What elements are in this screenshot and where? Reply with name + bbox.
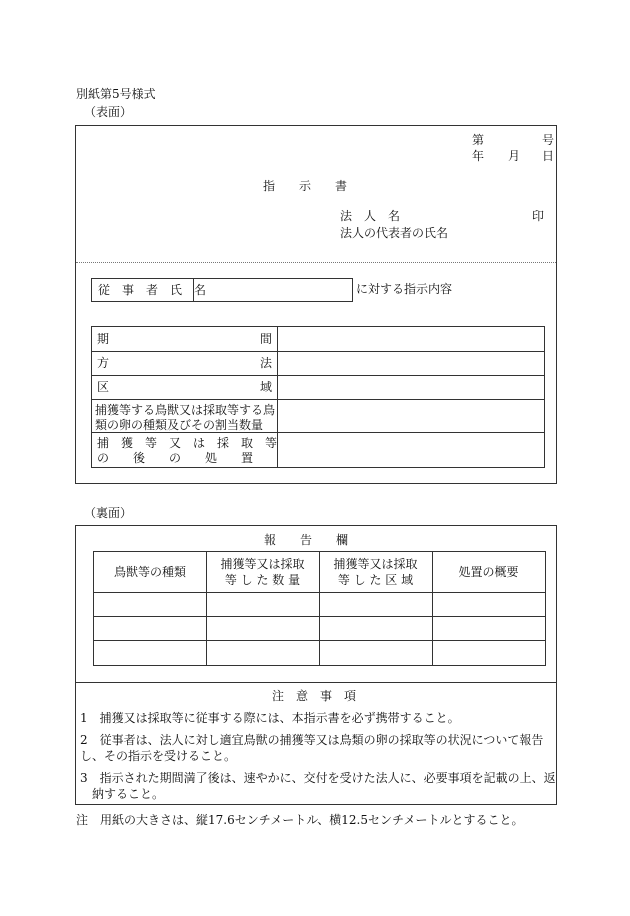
table-column-divider xyxy=(277,327,278,467)
row-divider xyxy=(92,351,544,352)
note-2-line1: 2 従事者は、法人に対し適宜鳥獣の捕獲等又は鳥類の卵の採取等の状況について報告 xyxy=(80,733,544,747)
worker-name-divider xyxy=(193,279,194,301)
instruction-table xyxy=(91,326,545,468)
notes-divider xyxy=(76,682,556,683)
method-label-right: 法 xyxy=(259,356,272,370)
header-area-line1: 捕獲等又は採取 xyxy=(333,557,418,571)
header-quantity-line1: 捕獲等又は採取 xyxy=(220,557,305,571)
back-side-label: （裏面） xyxy=(84,506,133,520)
period-label-left: 期 xyxy=(97,332,110,346)
date-year: 年 xyxy=(472,149,485,163)
instruction-suffix: に対する指示内容 xyxy=(356,282,453,296)
row-divider xyxy=(92,399,544,400)
front-form xyxy=(75,125,557,484)
period-label-right: 間 xyxy=(259,332,272,346)
disposal-label-line2: の 後 の 処 置 xyxy=(97,451,254,465)
row-divider xyxy=(92,432,544,433)
back-form xyxy=(75,525,557,805)
note-3-line2: 納すること。 xyxy=(92,787,165,801)
header-area-line2: 等 し た 区 域 xyxy=(337,573,414,587)
period-label xyxy=(97,333,272,345)
document-title: 指 示 書 xyxy=(263,179,348,193)
area-label-right: 域 xyxy=(259,380,272,394)
header-disposal: 処置の概要 xyxy=(458,565,519,579)
area-label-left: 区 xyxy=(97,380,110,394)
disposal-label-line1: 捕 獲 等 又 は 採 取 等 xyxy=(97,436,278,450)
corporation-name-label: 法 人 名 xyxy=(340,209,401,223)
front-side-label: （表面） xyxy=(84,105,133,119)
number-prefix: 第 xyxy=(472,133,485,147)
number-suffix: 号 xyxy=(542,133,555,147)
representative-label: 法人の代表者の氏名 xyxy=(340,226,449,240)
notes-title: 注 意 事 項 xyxy=(272,689,357,703)
note-2-line2: し、その指示を受けること。 xyxy=(80,749,237,763)
method-label-left: 方 xyxy=(97,356,110,370)
report-table xyxy=(93,551,546,666)
species-label-line2: 類の卵の種類及びその割当数量 xyxy=(95,418,264,432)
row-divider xyxy=(92,375,544,376)
dotted-divider xyxy=(76,262,556,263)
note-1: 1 捕獲又は採取等に従事する際には、本指示書を必ず携帯すること。 xyxy=(80,711,460,725)
date-day: 日 xyxy=(542,149,555,163)
date-month: 月 xyxy=(508,149,521,163)
species-label-line1: 捕獲等する鳥獣又は採取等する鳥 xyxy=(95,403,276,417)
form-number: 別紙第5号様式 xyxy=(76,87,156,101)
method-label xyxy=(97,357,272,369)
note-3-line1: 3 指示された期間満了後は、速やかに、交付を受けた法人に、必要事項を記載の上、返 xyxy=(80,771,556,785)
report-row-divider xyxy=(94,640,545,641)
report-title: 報 告 欄 xyxy=(264,533,349,547)
header-species: 鳥獣等の種類 xyxy=(113,565,186,579)
seal-mark: 印 xyxy=(532,209,545,223)
worker-name-box xyxy=(91,278,353,302)
report-row-divider xyxy=(94,592,545,593)
report-row-divider xyxy=(94,616,545,617)
header-quantity-line2: 等 し た 数 量 xyxy=(224,573,301,587)
paper-size-footnote: 注 用紙の大きさは、縦17.6センチメートル、横12.5センチメートルとすること。 xyxy=(76,813,524,827)
worker-name-label: 従 事 者 氏 名 xyxy=(98,283,207,297)
area-label xyxy=(97,381,272,393)
